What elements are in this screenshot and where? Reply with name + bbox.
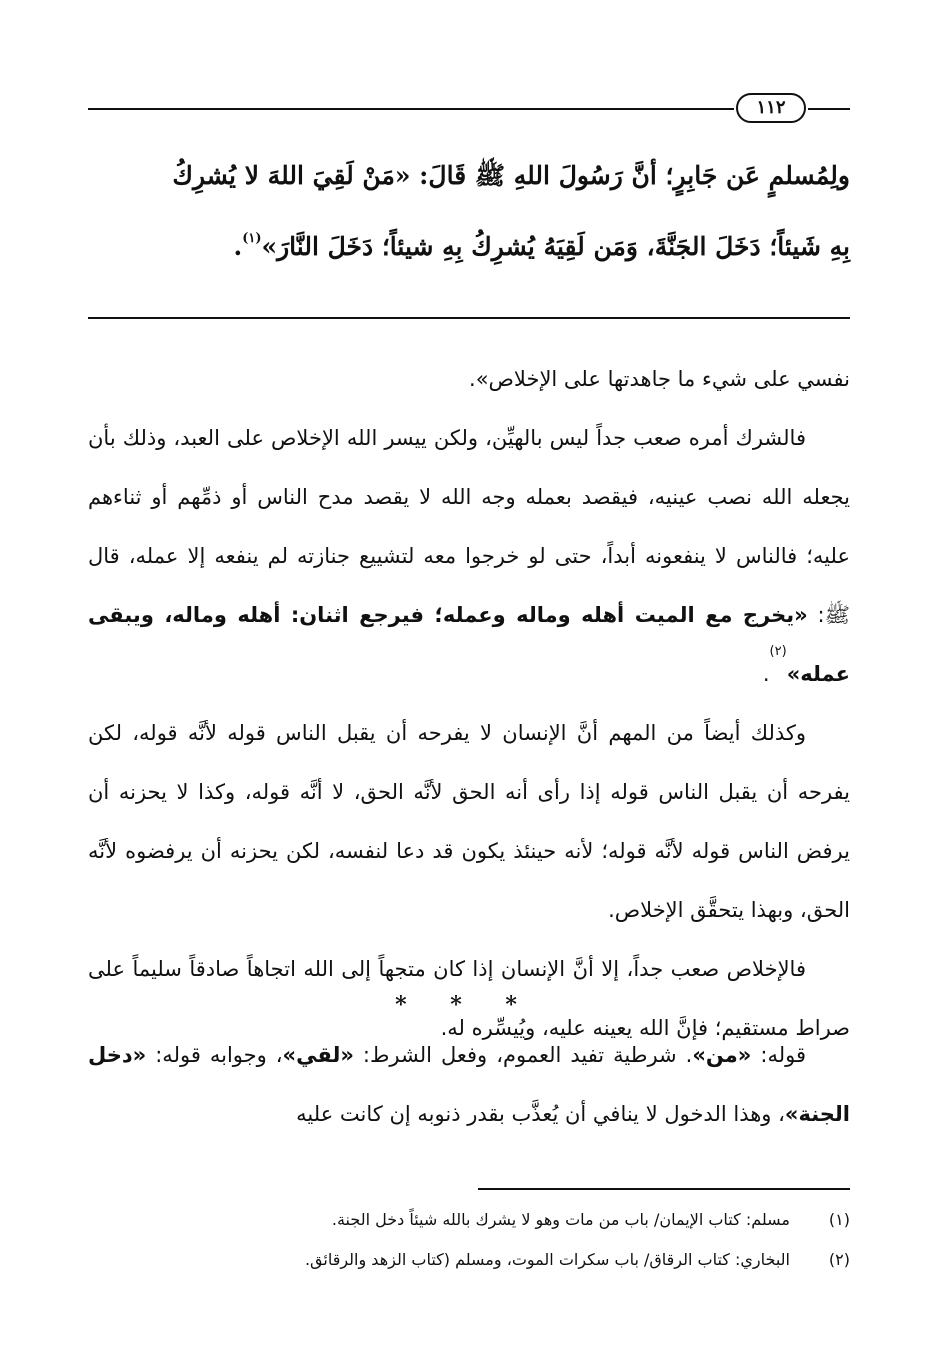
- grammar-term-dakhala: «دخل الجنة»: [88, 1043, 850, 1126]
- footnote-1: [150, 1210, 850, 1229]
- grammar-text-4: ، وهذا الدخول لا ينافي أن يُعذَّب بقدر ذنوبه إن كانت عليه: [296, 1102, 785, 1126]
- hadith-text-line-2-end: .: [233, 232, 243, 261]
- footnote-text: البخاري: كتاب الرقاق/ باب سكرات الموت، ومسلم (كتاب الزهد والرقائق.: [304, 1250, 790, 1269]
- header-rule-right: [808, 108, 850, 110]
- grammar-text-1: قوله:: [751, 1043, 806, 1067]
- section-stars: * * *: [395, 992, 535, 1018]
- page-number: ١١٢: [736, 93, 806, 123]
- footnote-number: (١): [828, 1210, 850, 1229]
- paragraph-continuation: نفسي على شيء ما جاهدتها على الإخلاص».: [469, 367, 850, 391]
- grammar-term-man: «من»: [692, 1043, 752, 1067]
- footnote-number: (٢): [828, 1250, 850, 1269]
- paragraph-grammar: [88, 1026, 850, 1144]
- hadith-text-line-2-body: بِهِ شَيئاً؛ دَخَلَ الجَنَّةَ، وَمَن لَقِيَهُ يُشرِكُ بِهِ شيئاً؛ دَخَلَ النَّارَ»: [261, 232, 850, 261]
- footnote-separator: [478, 1188, 850, 1190]
- hadith-text-line-1: ولِمُسلمٍ عَن جَابِرٍ؛ أنَّ رَسُولَ اللهِ ﷺ قَالَ: «مَنْ لَقِيَ اللهَ لا يُشرِكُ: [172, 161, 850, 190]
- footnote-ref-2: (٢): [769, 644, 787, 659]
- hadith-quote-dead: «يخرج مع الميت أهله وماله وعمله؛ فيرجع اثنان: أهله وماله، ويبقى عمله»: [88, 603, 850, 686]
- footnote-text: مسلم: كتاب الإيمان/ باب من مات وهو لا يشرك بالله شيئاً دخل الجنة.: [331, 1210, 790, 1229]
- header-rule-left: [88, 108, 734, 110]
- footnote-2: [150, 1250, 850, 1269]
- grammar-text-3: ، وجوابه قوله:: [146, 1043, 283, 1067]
- paragraph-acceptance: وكذلك أيضاً من المهم أنَّ الإنسان لا يفرحه أن يقبل الناس قوله لأنَّه قوله، لكن يفرحه أن يقبل الناس قوله إذا رأى أنه الحق لأنَّه الحق، لا أنَّه قوله، وكذا لا يحزنه أن يرفض الناس قوله لأنَّه قوله؛ لأنه حينئذ يكون قد دعا لنفسه، لكن يحزنه أن يرفضوه لأنَّه الحق، وبهذا يتحقَّق الإخلاص.: [88, 721, 850, 922]
- section-separator: [88, 317, 850, 319]
- grammar-term-laqiya: «لقي»: [282, 1043, 354, 1067]
- commentary-block-2: [88, 1026, 850, 1144]
- grammar-text-2: . شرطية تفيد العموم، وفعل الشرط:: [353, 1043, 693, 1067]
- paragraph-shirk-text: فالشرك أمره صعب جداً ليس بالهيِّن، ولكن ييسر الله الإخلاص على العبد، وذلك بأن يجعله الله نصب عينيه، فيقصد بعمله وجه الله لا يقصد مدح الناس أو ذمِّهم أو ثناءهم عليه؛ فالناس لا ينفعونه أبداً، حتى لو خرجوا معه لتشييع جنازته لم ينفعه إلا عمله، قال ﷺ:: [88, 426, 850, 627]
- paragraph-shirk: [88, 409, 850, 704]
- footnote-ref-1: (١): [242, 231, 262, 246]
- commentary-block-1: [88, 350, 850, 1058]
- paragraph-ikhlas: فالإخلاص صعب جداً، إلا أنَّ الإنسان إذا كان متجهاً إلى الله اتجاهاً صادقاً سليماً على صراط مستقيم؛ فإنَّ الله يعينه عليه، ويُيسِّره له.: [88, 957, 850, 1040]
- hadith-text-line-2: [88, 232, 850, 261]
- paragraph-shirk-end: .: [762, 662, 770, 686]
